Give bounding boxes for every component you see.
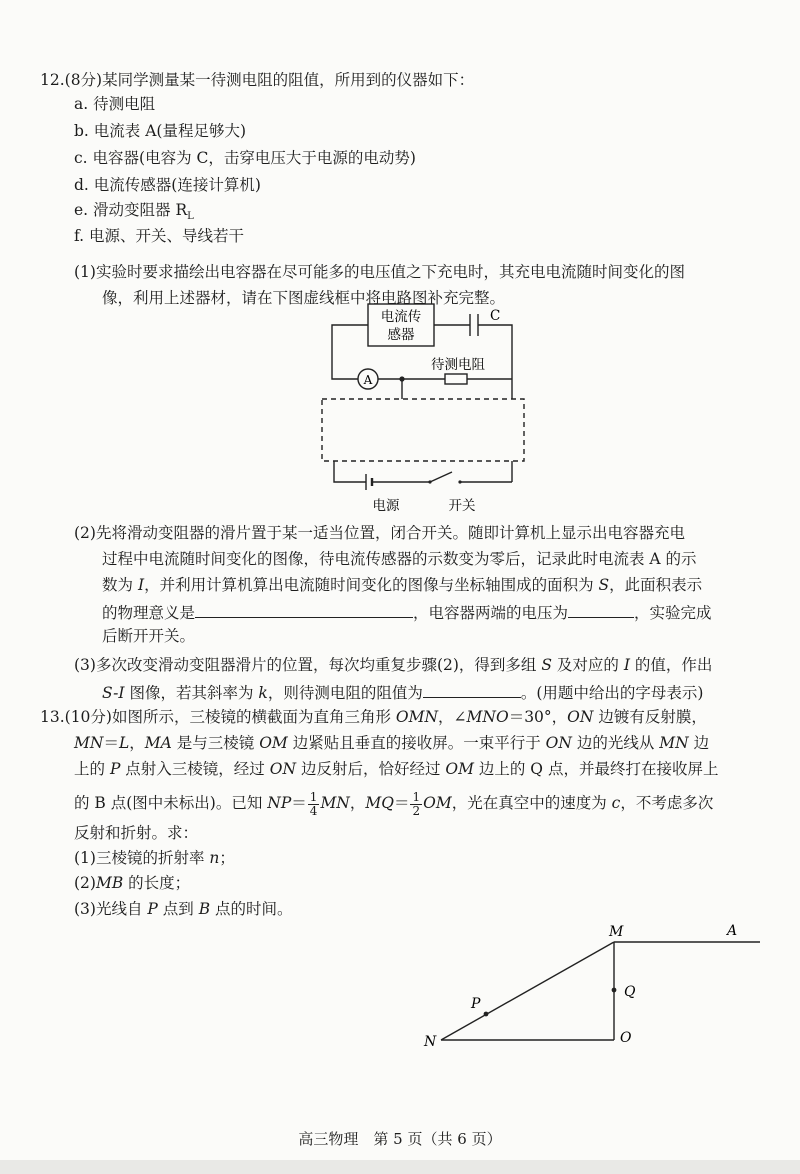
- junction-dot: [399, 376, 404, 381]
- switch-blade: [430, 472, 452, 482]
- label-Q: Q: [624, 984, 636, 1000]
- q12-item-a: a. 待测电阻: [74, 95, 156, 113]
- label-N: N: [424, 1034, 437, 1050]
- q12-part2-line2: 过程中电流随时间变化的图像，待电流传感器的示数变为零后，记录此时电流表 A 的示: [102, 550, 697, 568]
- label-P: P: [471, 996, 481, 1012]
- q12-part2-line5: 后断开开关。: [102, 627, 196, 645]
- point-Q-dot: [612, 988, 617, 993]
- fraction-one-half: $\frac{1}{2}$: [412, 789, 421, 818]
- q13-line4: 的 B 点(图中未标出)。已知 NP＝ $\frac{1}{4}$ MN，MQ＝ $\frac{1}{2}$ OM，光在真空中的速度为 c，不考虑多次: [74, 789, 714, 818]
- q12-item-e-subscript: L: [187, 211, 194, 223]
- edge-MN: [441, 942, 614, 1040]
- q12-item-b: b. 电流表 A(量程足够大): [74, 122, 246, 140]
- q12-part3-line1: (3)多次改变滑动变阻器滑片的位置，每次均重复步骤(2)，得到多组 S 及对应的 I 的值，作出: [74, 656, 713, 674]
- q12-item-e: e. 滑动变阻器 $R_L$: [74, 201, 194, 223]
- fraction-one-quarter: $\frac{1}{4}$: [309, 789, 318, 818]
- sensor-label-2: 感器: [387, 327, 415, 343]
- answer-blank-1[interactable]: [195, 601, 413, 618]
- q12-item-f: f. 电源、开关、导线若干: [74, 227, 245, 245]
- q12-item-c: c. 电容器(电容为 C，击穿电压大于电源的电动势): [74, 149, 416, 167]
- ammeter-label: A: [363, 373, 373, 387]
- q12-part2-line1: (2)先将滑动变阻器的滑片置于某一适当位置，闭合开关。随即计算机上显示出电容器充电: [74, 524, 685, 542]
- q13-line3: 上的 P 点射入三棱镜，经过 ON 边反射后，恰好经过 OM 边上的 Q 点，并最终打在接收屏上: [74, 760, 719, 778]
- q13-sub1: (1)三棱镜的折射率 n；: [74, 849, 235, 867]
- q13-line2: MN＝L，MA 是与三棱镜 OM 边紧贴且垂直的接收屏。一束平行于 ON 边的光线从 MN 边: [74, 734, 710, 752]
- label-O: O: [620, 1030, 632, 1046]
- point-P-dot: [484, 1012, 489, 1017]
- q13-sub2: (2)MB 的长度；: [74, 874, 191, 892]
- dashed-box: [322, 399, 524, 461]
- page-footer: 高三物理 第 5 页（共 6 页）: [298, 1130, 502, 1148]
- label-M: M: [609, 924, 624, 940]
- q12-header: 12.(8分)某同学测量某一待测电阻的阻值，所用到的仪器如下：: [40, 71, 475, 89]
- q13-line1: 13.(10分)如图所示，三棱镜的横截面为直角三角形 OMN，∠MNO＝30°，ON 边镀有反射膜，: [40, 708, 707, 726]
- switch-label: 开关: [448, 498, 476, 514]
- q12-part1-line2: 像，利用上述器材，请在下图虚线框中将电路图补充完整。: [102, 289, 506, 307]
- q13-line5: 反射和折射。求：: [74, 824, 199, 842]
- label-A: A: [727, 923, 738, 939]
- resistor-label: 待测电阻: [431, 357, 485, 373]
- page-bottom-edge: [0, 1160, 800, 1174]
- q12-item-d: d. 电流传感器(连接计算机): [74, 176, 261, 194]
- source-label: 电源: [372, 498, 400, 514]
- current-sensor-box: [368, 304, 434, 346]
- answer-blank-3[interactable]: [423, 681, 521, 698]
- answer-blank-2[interactable]: [568, 601, 634, 618]
- ammeter-circle: [358, 369, 378, 389]
- resistor-symbol: [445, 374, 467, 384]
- q12-part1-line1: (1)实验时要求描绘出电容器在尽可能多的电压值之下充电时，其充电电流随时间变化的图: [74, 263, 685, 281]
- capacitor-label: C: [490, 308, 501, 324]
- sensor-label-1: 电流传: [380, 309, 422, 325]
- q12-part2-line3: 数为 I，并利用计算机算出电流随时间变化的图像与坐标轴围成的面积为 S，此面积表示: [102, 576, 703, 594]
- q12-part2-line4: 的物理意义是 ，电容器两端的电压为 ，实验完成: [102, 601, 712, 623]
- q13-sub3: (3)光线自 P 点到 B 点的时间。: [74, 900, 293, 918]
- q12-part3-line2: S-I 图像，若其斜率为 k，则待测电阻的阻值为 。(用题中给出的字母表示): [102, 681, 703, 703]
